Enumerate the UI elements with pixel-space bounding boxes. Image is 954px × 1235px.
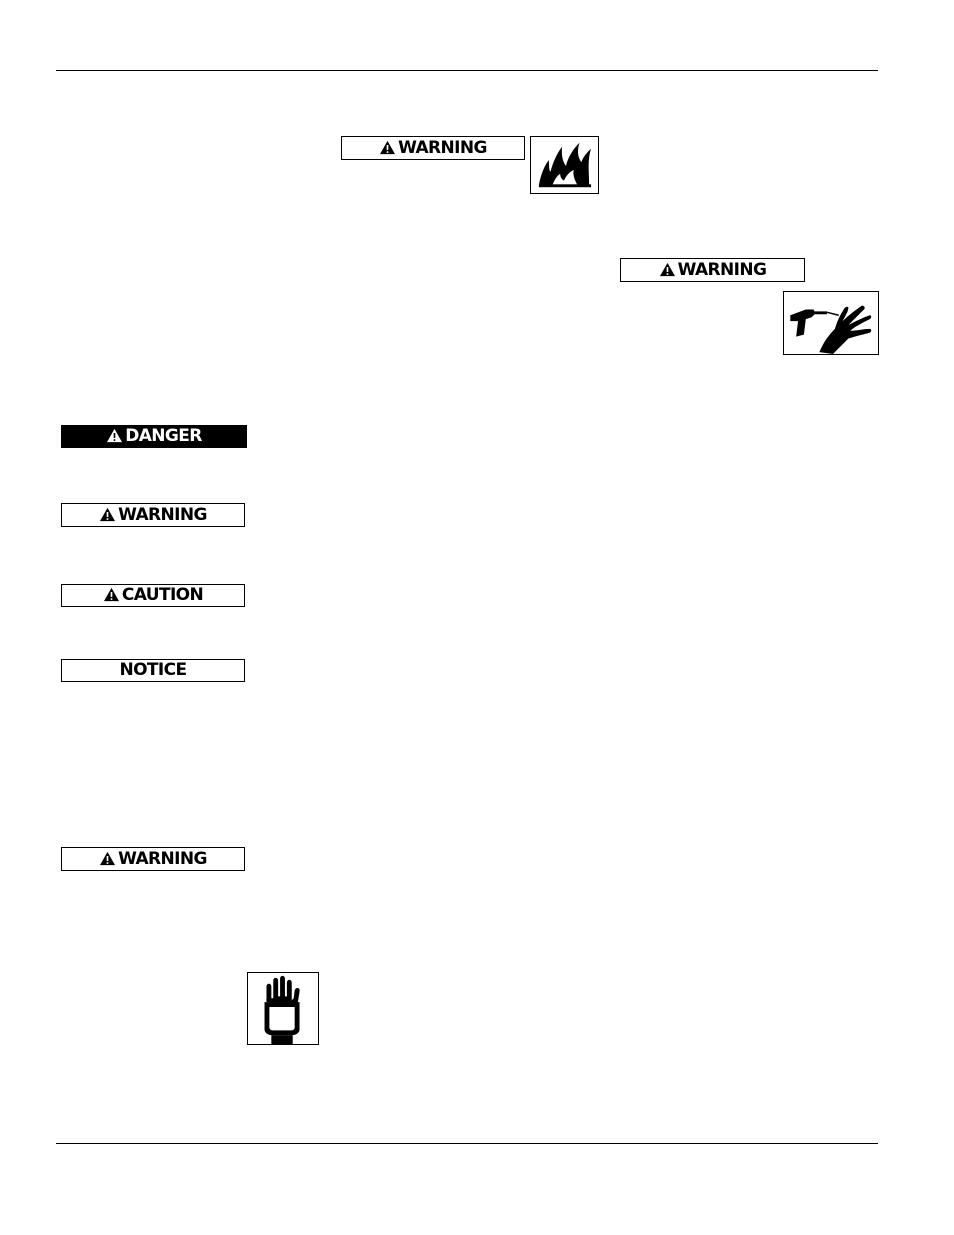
warning-label-gloves <box>61 847 245 871</box>
danger-label-text: DANGER <box>125 426 202 446</box>
warning-triangle-icon <box>659 262 676 277</box>
warning-label-injection <box>620 258 805 282</box>
warning-triangle-icon <box>99 507 116 522</box>
fire-hazard-icon <box>530 136 599 194</box>
warning-label-flame <box>341 136 525 160</box>
warning-label-text: WARNING <box>118 848 207 869</box>
warning-triangle-icon <box>379 140 396 155</box>
warning-label-text: WARNING <box>398 137 487 158</box>
danger-label <box>61 425 247 448</box>
protective-glove-icon <box>247 972 319 1045</box>
warning-label-text: WARNING <box>118 504 207 525</box>
header-rule <box>56 70 878 71</box>
caution-label <box>61 584 245 607</box>
footer-rule <box>56 1143 878 1144</box>
caution-label-text: CAUTION <box>121 585 204 605</box>
warning-label-legend <box>61 503 245 527</box>
notice-label-text: NOTICE <box>119 660 187 680</box>
injection-hazard-icon <box>783 291 879 355</box>
warning-triangle-icon <box>99 851 116 866</box>
warning-triangle-icon <box>106 428 123 443</box>
warning-label-text: WARNING <box>677 259 767 280</box>
warning-triangle-icon <box>103 587 120 602</box>
notice-label <box>61 659 245 682</box>
